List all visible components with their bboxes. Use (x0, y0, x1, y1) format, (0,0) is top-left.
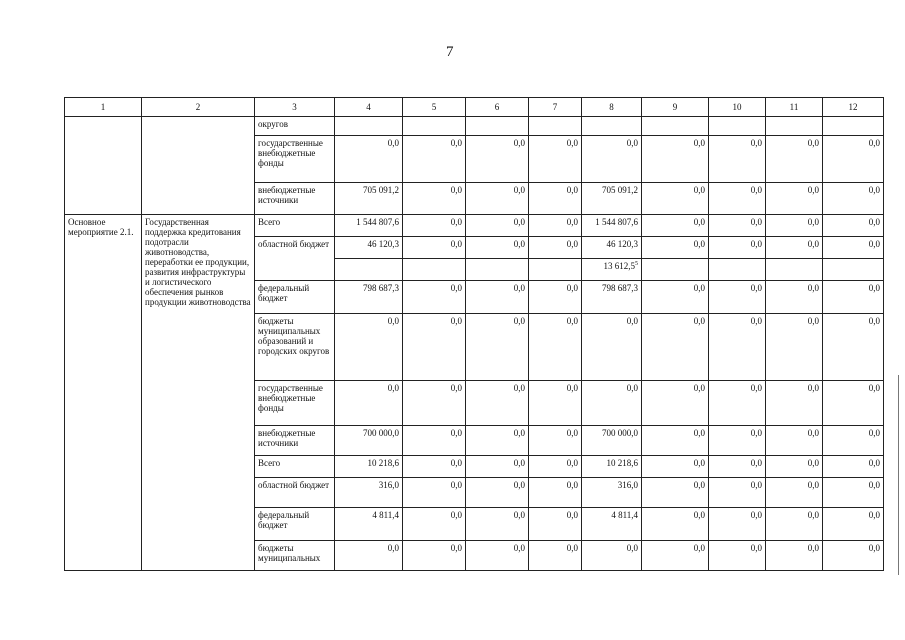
value-cell (403, 456, 466, 478)
column-header: 10 (709, 98, 766, 117)
funding-source: округов (255, 117, 335, 136)
value-cell (766, 237, 823, 259)
value-cell (642, 314, 709, 381)
value-cell (335, 183, 403, 215)
value-text: 0,0 (750, 283, 762, 293)
value-cell (709, 259, 766, 281)
value-cell (466, 508, 529, 541)
value-text: 0,0 (868, 185, 880, 195)
column-header: 3 (255, 98, 335, 117)
value-cell (766, 381, 823, 426)
funding-source: государственные внебюджетные фонды (255, 136, 335, 183)
value-cell (335, 478, 403, 508)
value-text: 0,0 (626, 316, 638, 326)
value-cell (766, 136, 823, 183)
value-cell (766, 281, 823, 314)
funding-source: областной бюджет (255, 237, 335, 281)
value-text: 0,0 (693, 316, 705, 326)
scan-edge-line (898, 375, 899, 575)
value-cell (466, 456, 529, 478)
value-cell (403, 215, 466, 237)
value-cell (642, 281, 709, 314)
value-text: 0,0 (566, 480, 578, 490)
value-text: 0,0 (868, 510, 880, 520)
value-cell (582, 136, 642, 183)
value-text: 0,0 (513, 283, 525, 293)
value-cell (403, 508, 466, 541)
value-cell (766, 215, 823, 237)
column-header: 8 (582, 98, 642, 117)
value-text: 0,0 (693, 428, 705, 438)
value-text: 316,0 (378, 480, 399, 490)
value-text: 0,0 (566, 543, 578, 553)
value-cell (766, 117, 823, 136)
measure-title: Государственная поддержка кредитования подотрасли животноводства, переработки ее продукции, развития инфраструктуры и логистического обеспечения рынков продукции животноводства (142, 215, 255, 571)
value-text: 0,0 (513, 239, 525, 249)
funding-source: государственные внебюджетные фонды (255, 381, 335, 426)
value-text: 4 811,4 (611, 510, 638, 520)
value-text: 0,0 (693, 383, 705, 393)
value-cell (403, 183, 466, 215)
value-text: 0,0 (807, 185, 819, 195)
value-text: 0,0 (513, 458, 525, 468)
value-text: 0,0 (387, 383, 399, 393)
value-text: 0,0 (450, 217, 462, 227)
value-cell (403, 136, 466, 183)
value-text: 0,0 (450, 316, 462, 326)
table-row (65, 117, 884, 136)
value-text: 0,0 (566, 458, 578, 468)
budget-table (64, 97, 884, 571)
value-cell (642, 456, 709, 478)
value-text: 0,0 (868, 316, 880, 326)
value-text: 0,0 (566, 283, 578, 293)
value-cell (403, 381, 466, 426)
value-cell (529, 259, 582, 281)
continued-col2 (142, 117, 255, 215)
value-cell (582, 259, 642, 281)
value-cell (823, 508, 884, 541)
value-text: 1 544 807,6 (595, 217, 638, 227)
value-cell (466, 478, 529, 508)
measure-code: Основное мероприятие 2.1. (65, 215, 142, 571)
column-header: 7 (529, 98, 582, 117)
value-cell (403, 237, 466, 259)
value-text: 0,0 (807, 316, 819, 326)
value-cell (529, 215, 582, 237)
value-cell (529, 183, 582, 215)
value-text: 0,0 (807, 283, 819, 293)
value-text: 0,0 (513, 383, 525, 393)
value-cell (335, 426, 403, 456)
value-text: 0,0 (450, 543, 462, 553)
value-text: 0,0 (807, 480, 819, 490)
value-text: 0,0 (807, 543, 819, 553)
value-cell (823, 456, 884, 478)
value-text: 705 091,2 (602, 185, 638, 195)
column-header: 1 (65, 98, 142, 117)
funding-source: федеральный бюджет (255, 508, 335, 541)
value-text: 0,0 (807, 239, 819, 249)
value-cell (335, 117, 403, 136)
value-text: 0,0 (450, 458, 462, 468)
value-cell (529, 136, 582, 183)
funding-source: внебюджетные источники (255, 426, 335, 456)
value-cell (335, 136, 403, 183)
value-text: 0,0 (566, 217, 578, 227)
value-text: 0,0 (513, 138, 525, 148)
value-text: 0,0 (868, 458, 880, 468)
value-cell (709, 117, 766, 136)
funding-source: областной бюджет (255, 478, 335, 508)
value-cell (529, 426, 582, 456)
value-text: 0,0 (807, 217, 819, 227)
column-header: 2 (142, 98, 255, 117)
value-cell (466, 314, 529, 381)
value-text: 1 544 807,6 (356, 217, 399, 227)
value-text: 0,0 (566, 428, 578, 438)
footnote-mark: 5 (635, 261, 638, 267)
value-text: 0,0 (693, 458, 705, 468)
value-text: 0,0 (450, 480, 462, 490)
value-cell (529, 541, 582, 571)
value-text: 0,0 (387, 316, 399, 326)
value-cell (466, 259, 529, 281)
header-row (65, 98, 884, 117)
value-cell (335, 237, 403, 259)
value-text: 0,0 (807, 510, 819, 520)
value-cell (529, 281, 582, 314)
value-text: 0,0 (693, 283, 705, 293)
value-cell (766, 183, 823, 215)
value-cell (709, 136, 766, 183)
value-cell (582, 183, 642, 215)
value-cell (642, 259, 709, 281)
value-text: 0,0 (693, 217, 705, 227)
value-cell (709, 508, 766, 541)
value-text: 316,0 (617, 480, 638, 490)
value-cell (823, 215, 884, 237)
value-cell (403, 117, 466, 136)
value-cell (766, 508, 823, 541)
value-cell (582, 426, 642, 456)
value-cell (823, 183, 884, 215)
value-text: 0,0 (750, 480, 762, 490)
value-text: 705 091,2 (363, 185, 399, 195)
value-cell (335, 381, 403, 426)
value-text: 700 000,0 (602, 428, 638, 438)
value-text: 0,0 (626, 138, 638, 148)
value-cell (642, 136, 709, 183)
value-text: 0,0 (868, 428, 880, 438)
value-text: 0,0 (513, 185, 525, 195)
value-cell (766, 478, 823, 508)
value-cell (766, 541, 823, 571)
table-row (65, 215, 884, 237)
value-text: 0,0 (450, 138, 462, 148)
value-cell (582, 281, 642, 314)
value-cell (335, 508, 403, 541)
funding-source: бюджеты муниципальных образований и городских округов (255, 314, 335, 381)
value-cell (709, 426, 766, 456)
value-text: 0,0 (750, 383, 762, 393)
value-text: 4 811,4 (372, 510, 399, 520)
column-header: 5 (403, 98, 466, 117)
value-text: 0,0 (450, 428, 462, 438)
value-cell (466, 183, 529, 215)
value-cell (709, 541, 766, 571)
value-text: 0,0 (750, 217, 762, 227)
value-cell (582, 237, 642, 259)
value-text: 0,0 (513, 428, 525, 438)
value-cell (466, 541, 529, 571)
value-text: 0,0 (868, 217, 880, 227)
value-cell (823, 259, 884, 281)
value-text: 0,0 (513, 543, 525, 553)
funding-source: Всего (255, 215, 335, 237)
column-header: 11 (766, 98, 823, 117)
value-cell (823, 136, 884, 183)
value-cell (466, 117, 529, 136)
value-cell (529, 381, 582, 426)
value-text: 0,0 (513, 217, 525, 227)
value-text: 0,0 (693, 239, 705, 249)
value-cell (403, 541, 466, 571)
value-cell (582, 456, 642, 478)
value-cell (403, 314, 466, 381)
value-text: 0,0 (513, 316, 525, 326)
value-text: 0,0 (693, 185, 705, 195)
value-cell (335, 259, 403, 281)
value-cell (582, 508, 642, 541)
funding-source: внебюджетные источники (255, 183, 335, 215)
value-text: 0,0 (868, 239, 880, 249)
value-cell (582, 381, 642, 426)
value-cell (823, 478, 884, 508)
value-text: 0,0 (693, 510, 705, 520)
value-cell (823, 281, 884, 314)
value-text: 0,0 (807, 458, 819, 468)
value-text: 798 687,3 (602, 283, 638, 293)
value-text: 0,0 (750, 428, 762, 438)
value-cell (335, 314, 403, 381)
value-cell (642, 183, 709, 215)
value-text: 0,0 (868, 283, 880, 293)
value-cell (709, 456, 766, 478)
value-text: 0,0 (513, 510, 525, 520)
value-text: 0,0 (450, 239, 462, 249)
value-cell (766, 314, 823, 381)
value-cell (642, 426, 709, 456)
value-text: 0,0 (566, 383, 578, 393)
value-cell (466, 136, 529, 183)
funding-source: Всего (255, 456, 335, 478)
value-cell (529, 508, 582, 541)
value-text: 0,0 (750, 458, 762, 468)
value-text: 10 218,6 (367, 458, 399, 468)
value-cell (582, 478, 642, 508)
value-cell (823, 117, 884, 136)
value-text: 46 120,3 (367, 239, 399, 249)
value-text: 46 120,3 (606, 239, 638, 249)
value-text: 0,0 (807, 383, 819, 393)
value-text: 0,0 (450, 510, 462, 520)
value-cell (642, 381, 709, 426)
value-text: 0,0 (450, 283, 462, 293)
value-text: 0,0 (750, 239, 762, 249)
value-cell (642, 215, 709, 237)
value-text: 0,0 (750, 316, 762, 326)
value-cell (466, 237, 529, 259)
value-cell (823, 381, 884, 426)
value-text: 0,0 (387, 543, 399, 553)
value-text: 0,0 (566, 239, 578, 249)
value-text: 0,0 (807, 138, 819, 148)
value-text: 0,0 (868, 480, 880, 490)
value-text: 0,0 (450, 185, 462, 195)
value-cell (709, 215, 766, 237)
value-text: 0,0 (566, 316, 578, 326)
value-cell (642, 508, 709, 541)
value-text: 0,0 (750, 138, 762, 148)
value-text: 0,0 (566, 138, 578, 148)
page-number: 7 (446, 44, 454, 60)
value-cell (335, 215, 403, 237)
value-cell (709, 281, 766, 314)
column-header: 6 (466, 98, 529, 117)
value-text: 700 000,0 (363, 428, 399, 438)
value-cell (529, 237, 582, 259)
value-cell (529, 117, 582, 136)
value-text: 0,0 (566, 510, 578, 520)
value-cell (403, 259, 466, 281)
value-cell (709, 478, 766, 508)
value-cell (466, 215, 529, 237)
value-text: 0,0 (626, 383, 638, 393)
value-cell (642, 541, 709, 571)
value-cell (335, 281, 403, 314)
value-cell (709, 237, 766, 259)
value-cell (642, 478, 709, 508)
value-cell (466, 281, 529, 314)
column-header: 4 (335, 98, 403, 117)
value-text: 798 687,3 (363, 283, 399, 293)
value-text: 0,0 (693, 543, 705, 553)
value-cell (823, 541, 884, 571)
value-cell (335, 541, 403, 571)
value-cell (709, 183, 766, 215)
value-cell (642, 117, 709, 136)
value-text: 0,0 (693, 480, 705, 490)
value-cell (823, 237, 884, 259)
value-cell (466, 381, 529, 426)
funding-source: федеральный бюджет (255, 281, 335, 314)
value-cell (709, 314, 766, 381)
value-cell (403, 281, 466, 314)
value-text: 0,0 (566, 185, 578, 195)
value-cell (766, 456, 823, 478)
value-text: 0,0 (387, 138, 399, 148)
value-text: 0,0 (693, 138, 705, 148)
value-text: 0,0 (750, 185, 762, 195)
value-cell (335, 456, 403, 478)
value-cell (582, 541, 642, 571)
value-cell (529, 456, 582, 478)
value-cell (529, 478, 582, 508)
value-text: 0,0 (807, 428, 819, 438)
value-text: 0,0 (750, 510, 762, 520)
continued-col1 (65, 117, 142, 215)
value-cell (582, 117, 642, 136)
column-header: 12 (823, 98, 884, 117)
value-cell (823, 314, 884, 381)
value-cell (582, 314, 642, 381)
value-cell (823, 426, 884, 456)
value-text: 0,0 (750, 543, 762, 553)
value-text: 0,0 (868, 138, 880, 148)
value-text: 10 218,6 (606, 458, 638, 468)
value-text: 0,0 (450, 383, 462, 393)
value-cell (403, 426, 466, 456)
value-text: 0,0 (868, 543, 880, 553)
value-cell (466, 426, 529, 456)
value-cell (529, 314, 582, 381)
value-cell (766, 259, 823, 281)
value-cell (642, 237, 709, 259)
value-cell (403, 478, 466, 508)
value-text: 13 612,5 (603, 261, 635, 271)
column-header: 9 (642, 98, 709, 117)
funding-source: бюджеты муниципальных (255, 541, 335, 571)
value-cell (709, 381, 766, 426)
value-cell (582, 215, 642, 237)
table-body (65, 117, 884, 571)
value-cell (766, 426, 823, 456)
value-text: 0,0 (513, 480, 525, 490)
value-text: 0,0 (626, 543, 638, 553)
value-text: 0,0 (868, 383, 880, 393)
